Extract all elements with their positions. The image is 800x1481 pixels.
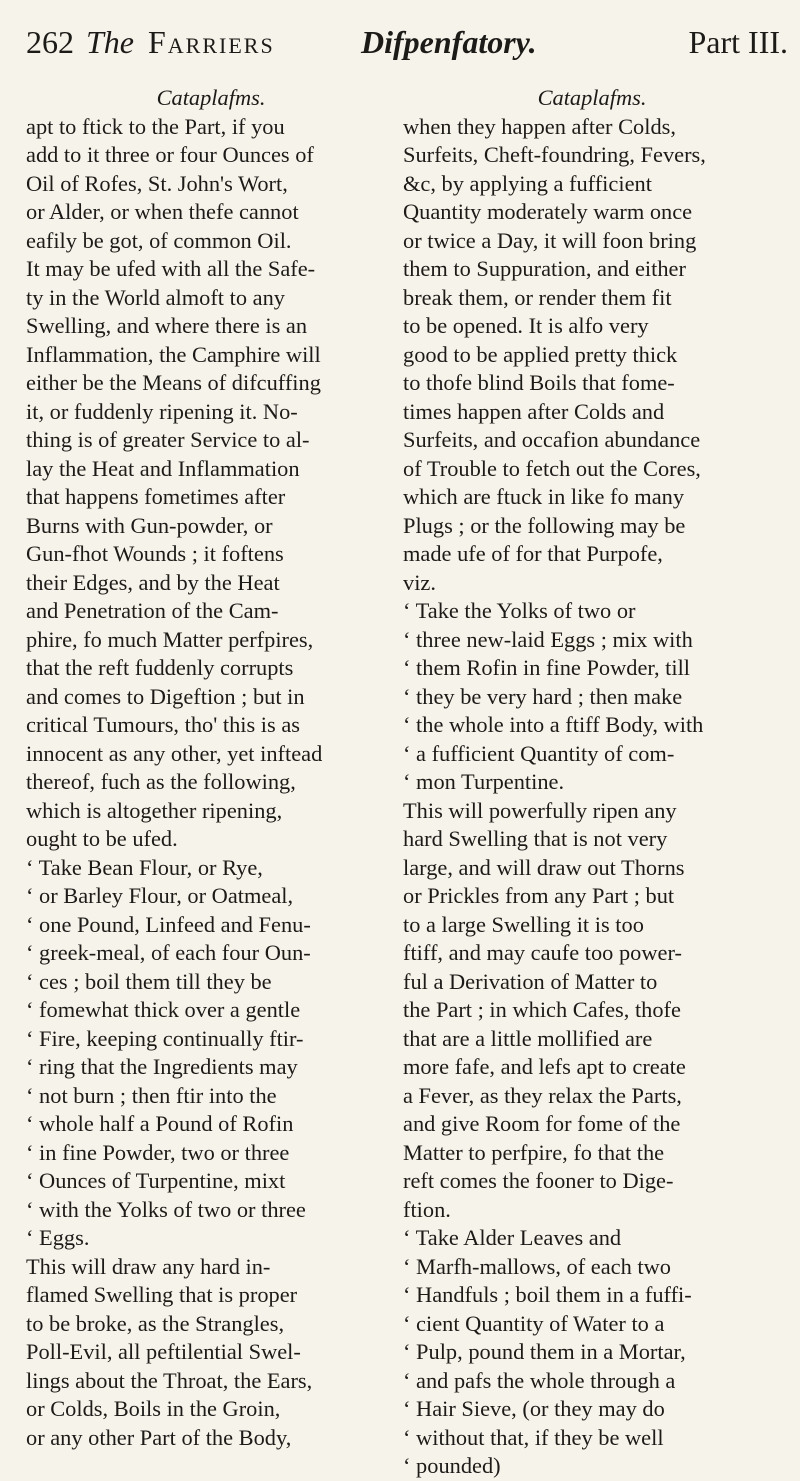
text-line: ftion. (403, 1196, 451, 1222)
text-line: thing is of greater Service to al- (26, 427, 310, 452)
text-line: hard Swelling that is not very (403, 826, 668, 851)
text-line: &c, by applying a fufficient (403, 170, 652, 196)
text-line: to thofe blind Boils that fome- (403, 370, 675, 395)
text-line: eafily be got, of common Oil. (26, 227, 292, 253)
running-title-dispensatory: Difpenfatory. (361, 24, 537, 60)
text-line: ‘ pounded) (403, 1453, 501, 1478)
running-title-farriers: Farriers (148, 24, 275, 60)
text-line: and Penetration of the Cam- (26, 598, 279, 623)
left-column (26, 84, 396, 1452)
text-line: reft comes the fooner to Dige- (403, 1168, 674, 1193)
text-line: ‘ whole half a Pound of Rofin (26, 1111, 294, 1136)
right-column-heading: Cataplafms. (537, 85, 647, 110)
text-line: Poll-Evil, all peftilential Swel- (26, 1339, 301, 1364)
text-line: ought to be ufed. (26, 826, 178, 851)
text-line: it, or fuddenly ripening it. No- (26, 398, 298, 424)
text-line: to be broke, as the Strangles, (26, 1310, 285, 1336)
text-line: made ufe of for that Purpofe, (403, 541, 663, 566)
text-line: times happen after Colds and (403, 398, 665, 424)
text-line: thereof, fuch as the following, (26, 769, 296, 794)
text-line: innocent as any other, yet inftead (26, 740, 323, 766)
text-line: ‘ and pafs the whole through a (403, 1367, 676, 1393)
text-line: ful a Derivation of Matter to (403, 968, 658, 994)
text-line: ‘ Marfh-mallows, of each two (403, 1253, 671, 1279)
text-line: when they happen after Colds, (403, 113, 676, 139)
running-title-the: The (86, 24, 134, 60)
text-line: This will draw any hard in- (26, 1253, 271, 1279)
text-line: ty in the World almoft to any (26, 284, 285, 310)
text-line: It may be ufed with all the Safe- (26, 256, 316, 281)
text-line: ‘ fomewhat thick over a gentle (26, 997, 301, 1022)
running-head (26, 16, 788, 68)
text-line: add to it three or four Ounces of (26, 142, 314, 167)
text-line: either be the Means of difcuffing (26, 370, 321, 395)
text-line: good to be applied pretty thick (403, 341, 678, 367)
text-line: to a large Swelling it is too (403, 911, 644, 937)
text-line: ‘ Fire, keeping continually ftir- (26, 1025, 304, 1051)
text-line: ‘ one Pound, Linfeed and Fenu- (26, 911, 311, 937)
text-line: Surfeits, Cheft-foundring, Fevers, (403, 142, 706, 167)
text-line: ‘ greek-meal, of each four Oun- (26, 940, 311, 965)
text-line: ‘ Handfuls ; boil them in a fuffi- (403, 1282, 692, 1307)
text-line: apt to ftick to the Part, if you (26, 113, 285, 139)
text-line: lings about the Throat, the Ears, (26, 1367, 313, 1393)
text-line: them to Suppuration, and either (403, 256, 686, 281)
text-line: This will powerfully ripen any (403, 797, 677, 823)
text-line: ‘ cient Quantity of Water to a (403, 1310, 665, 1336)
text-line: of Trouble to fetch out the Cores, (403, 455, 701, 481)
text-line: a Fever, as they relax the Parts, (403, 1082, 682, 1108)
text-line: ‘ they be very hard ; then make (403, 683, 683, 709)
text-line: ‘ Hair Sieve, (or they may do (403, 1396, 665, 1421)
text-line: ‘ the whole into a ftiff Body, with (403, 712, 704, 737)
text-line: large, and will draw out Thorns (403, 854, 685, 880)
text-line: Swelling, and where there is an (26, 313, 308, 338)
text-line: ‘ Pulp, pound them in a Mortar, (403, 1339, 686, 1364)
text-line: Surfeits, and occafion abundance (403, 427, 701, 452)
text-line: that are a little mollified are (403, 1025, 653, 1051)
text-line: or twice a Day, it will foon bring (403, 227, 697, 253)
text-line: more fafe, and lefs apt to create (403, 1054, 686, 1079)
text-line: lay the Heat and Inflammation (26, 455, 300, 481)
text-line: the Part ; in which Cafes, thofe (403, 997, 681, 1022)
text-line: their Edges, and by the Heat (26, 569, 280, 595)
text-line: Plugs ; or the following may be (403, 512, 686, 538)
text-line: or any other Part of the Body, (26, 1424, 292, 1450)
text-line: Burns with Gun-powder, or (26, 512, 273, 538)
left-column-heading: Cataplafms. (156, 85, 266, 110)
text-line: phire, fo much Matter perfpires, (26, 626, 314, 652)
text-line: ‘ Take Alder Leaves and (403, 1225, 622, 1250)
text-line: ‘ or Barley Flour, or Oatmeal, (26, 883, 294, 908)
text-line: ‘ ring that the Ingredients may (26, 1054, 298, 1079)
text-line: ‘ mon Turpentine. (403, 769, 565, 794)
text-line: Quantity moderately warm once (403, 199, 693, 224)
text-line: to be opened. It is alfo very (403, 313, 649, 338)
text-line: and comes to Digeftion ; but in (26, 683, 305, 709)
text-line: flamed Swelling that is proper (26, 1282, 298, 1307)
text-line: Matter to perfpire, fo that the (403, 1139, 665, 1165)
text-line: ‘ Eggs. (26, 1225, 90, 1250)
text-line: ‘ Take the Yolks of two or (403, 598, 636, 623)
text-line: critical Tumours, tho' this is as (26, 712, 300, 737)
text-line: ‘ not burn ; then ftir into the (26, 1082, 277, 1108)
text-line: Gun-fhot Wounds ; it foftens (26, 541, 284, 566)
text-line: or Alder, or when thefe cannot (26, 199, 299, 224)
text-line: ftiff, and may caufe too power- (403, 940, 682, 965)
part-label: Part III. (688, 24, 788, 60)
text-line: Inflammation, the Camphire will (26, 341, 321, 367)
text-line: ‘ Take Bean Flour, or Rye, (26, 854, 263, 880)
text-line: ‘ three new-laid Eggs ; mix with (403, 626, 693, 652)
text-line: break them, or render them fit (403, 284, 672, 310)
text-line: ‘ Ounces of Turpentine, mixt (26, 1168, 286, 1193)
left-column-text (26, 113, 396, 1453)
text-line: or Colds, Boils in the Groin, (26, 1396, 281, 1421)
text-line: which is altogether ripening, (26, 797, 283, 823)
text-line: ‘ in fine Powder, two or three (26, 1139, 290, 1165)
text-line: ‘ without that, if they be well (403, 1424, 664, 1450)
text-line: ‘ them Rofin in fine Powder, till (403, 655, 691, 680)
text-line: that happens fometimes after (26, 484, 286, 509)
text-line: which are ftuck in like fo many (403, 484, 685, 509)
text-line: ‘ a fufficient Quantity of com- (403, 740, 675, 766)
text-line: or Prickles from any Part ; but (403, 883, 675, 908)
page-number: 262 (26, 24, 74, 60)
text-line: Oil of Rofes, St. John's Wort, (26, 170, 288, 196)
right-column-text (403, 113, 781, 1481)
text-line: ‘ with the Yolks of two or three (26, 1196, 306, 1222)
text-line: and give Room for fome of the (403, 1111, 681, 1136)
right-column (403, 84, 781, 1481)
text-line: ‘ ces ; boil them till they be (26, 968, 272, 994)
text-line: that the reft fuddenly corrupts (26, 655, 294, 680)
text-line: viz. (403, 569, 436, 595)
